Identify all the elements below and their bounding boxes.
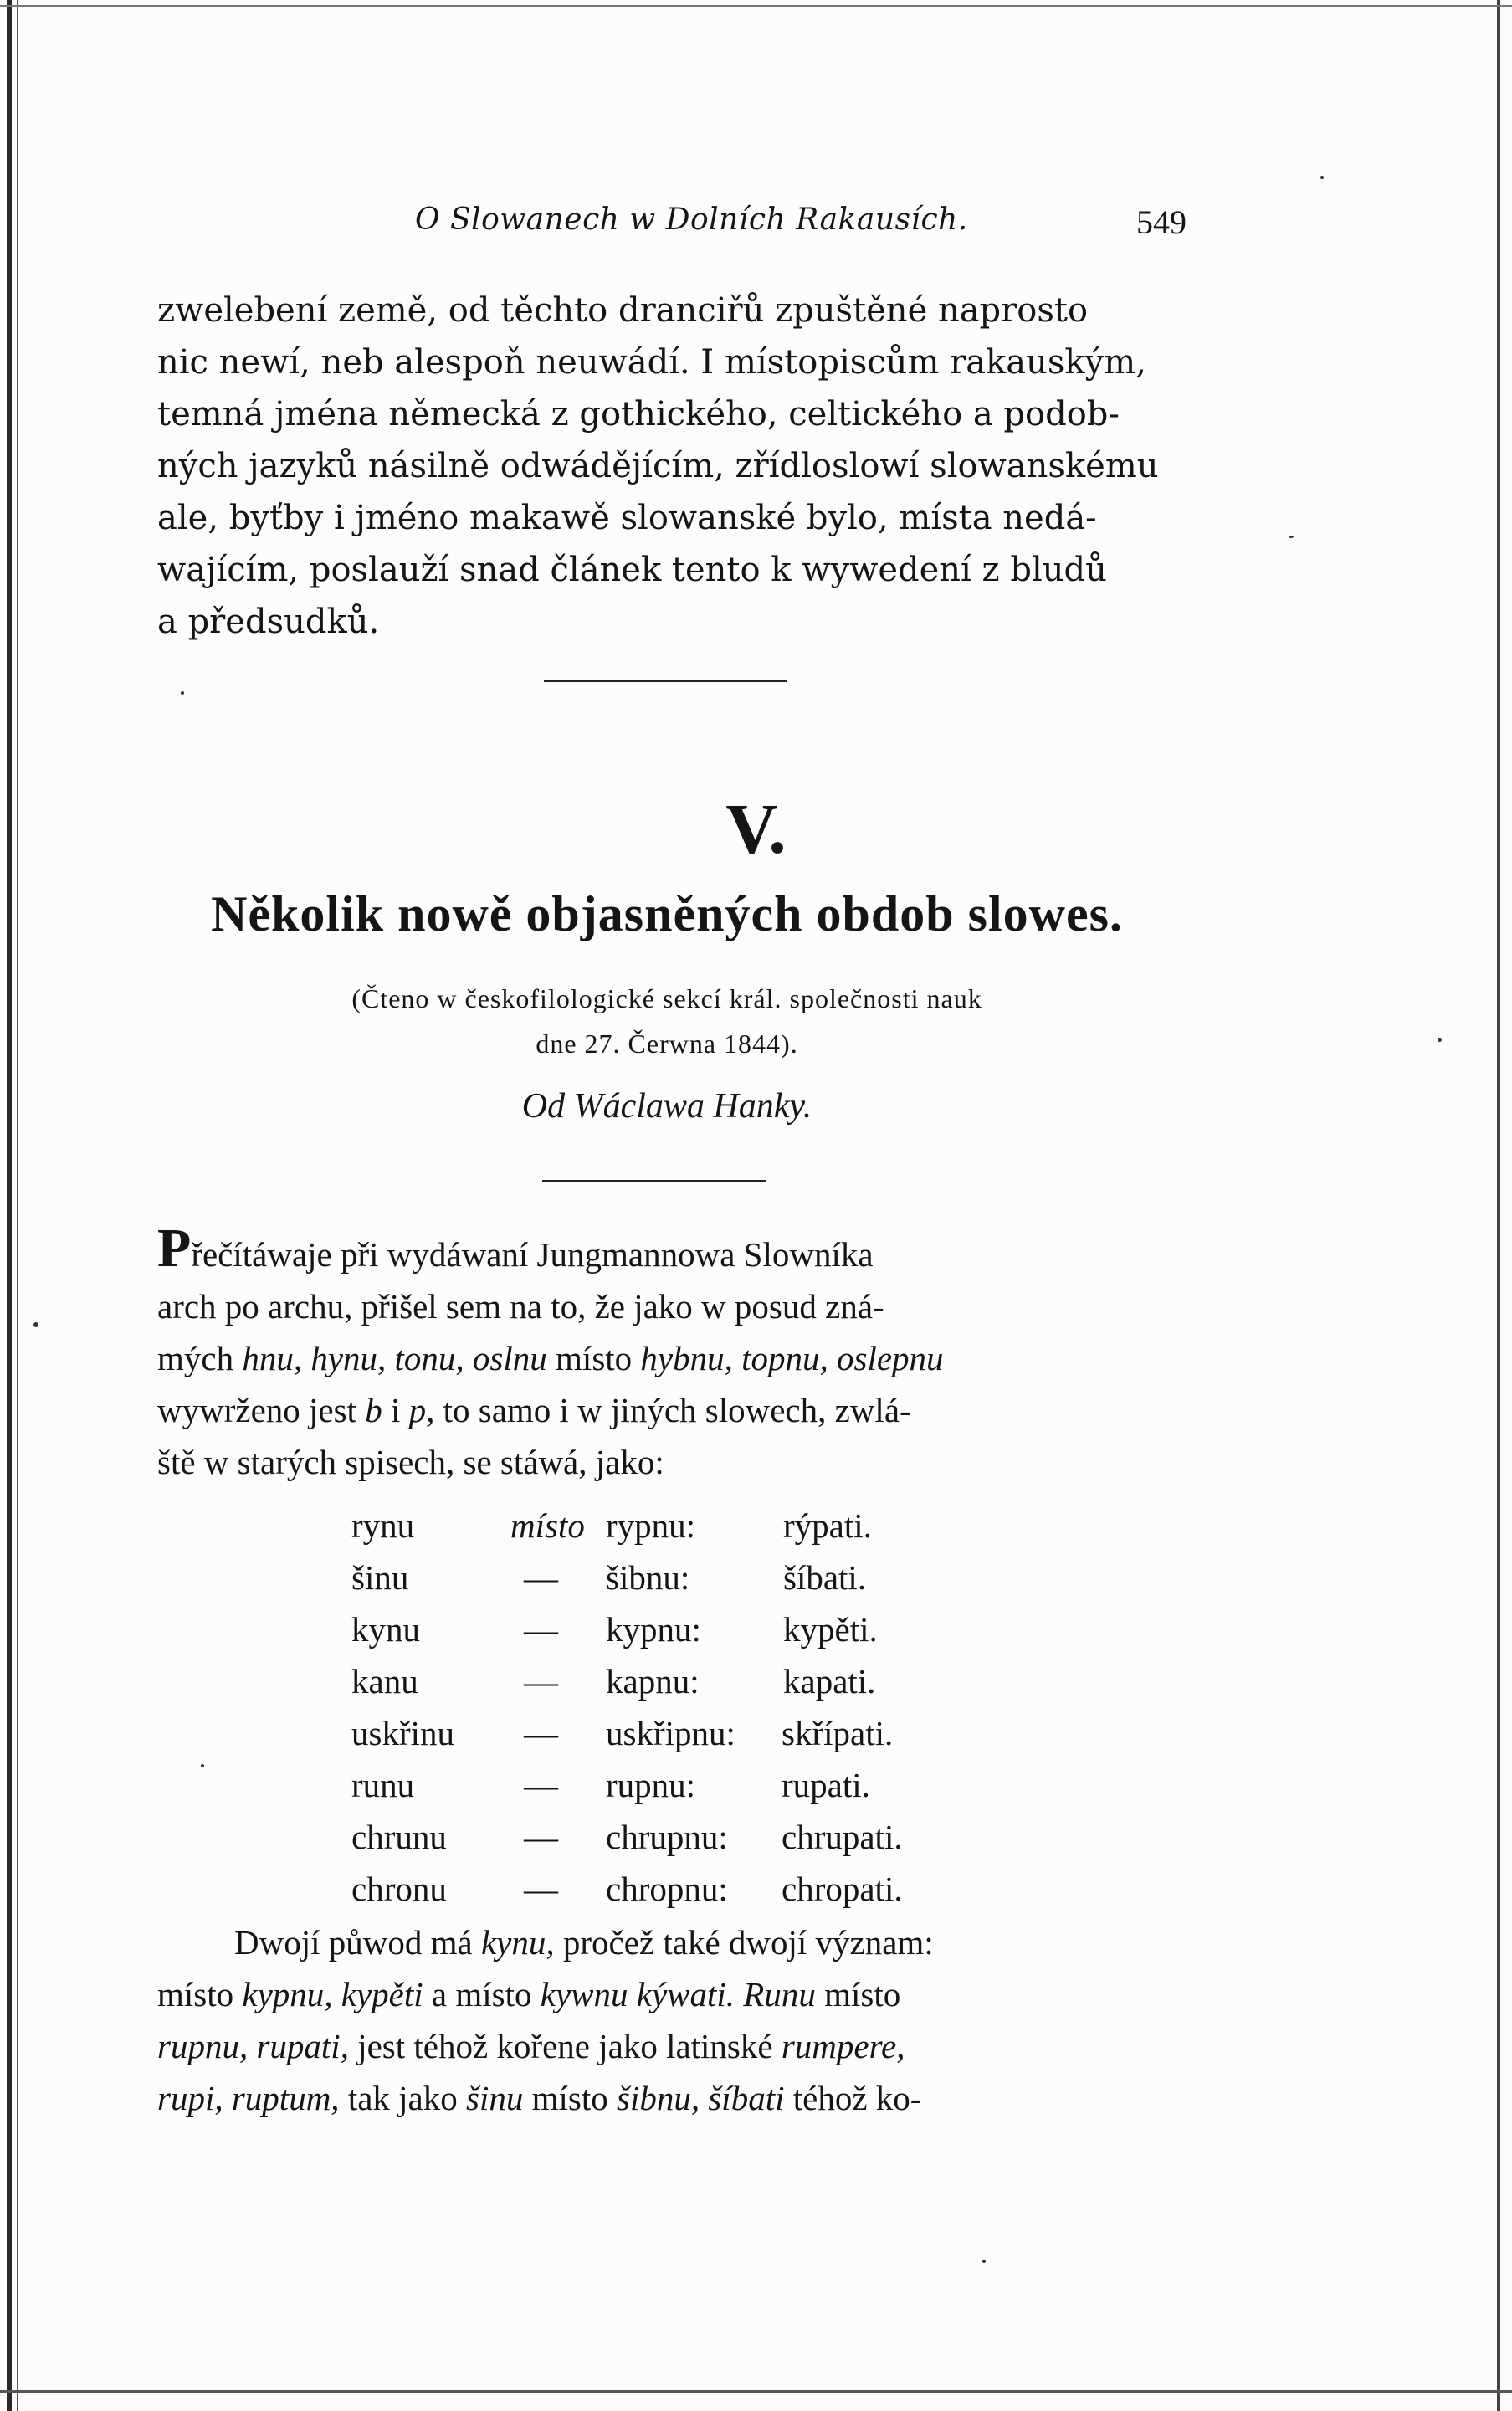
final-paragraph	[157, 1916, 1176, 2124]
italic-span: rupi, ruptum,	[157, 2079, 340, 2117]
drop-cap: P	[157, 1218, 192, 1279]
print-speck	[1438, 1038, 1442, 1042]
text-span: to samo i w jiných slowech, zwlá-	[434, 1391, 911, 1429]
word-cell: chrunu	[351, 1818, 447, 1856]
text-line: ště w starých spisech, se stáwá, jako:	[157, 1443, 664, 1481]
text-span: řečítáwaje při wydáwaní Jungmannowa Slowníka	[191, 1235, 874, 1274]
text-line	[157, 2020, 1176, 2072]
text-line: arch po archu, přišel sem na to, že jako w posud zná-	[157, 1287, 884, 1326]
text-line: ných jazyků násilně odwádějícím, zřídloslowí slowanskému	[157, 447, 1159, 485]
text-span: téhož ko-	[784, 2079, 922, 2117]
text-span: jest téhož kořene jako latinské	[348, 2027, 782, 2065]
word-cell: —	[524, 1818, 558, 1856]
text-line	[157, 1916, 1176, 1968]
text-span: tak jako	[339, 2079, 466, 2117]
italic-span: rumpere,	[781, 2027, 905, 2065]
print-speck	[201, 1764, 204, 1767]
print-speck	[1320, 176, 1324, 179]
subtitle-line: dne 27. Čerwna 1844).	[536, 1029, 798, 1059]
word-cell: —	[524, 1610, 558, 1649]
page-header	[157, 203, 1187, 244]
text-span	[735, 1975, 743, 2013]
word-cell: —	[524, 1714, 558, 1752]
body-paragraph	[157, 1218, 1176, 1488]
text-line	[157, 1384, 1176, 1436]
word-cell: —	[524, 1766, 558, 1804]
italic-span: rupnu, rupati,	[157, 2027, 349, 2065]
text-line	[157, 2072, 1176, 2124]
word-cell: šibnu:	[606, 1558, 690, 1597]
intro-paragraph	[157, 285, 1176, 648]
italic-span: šinu	[466, 2079, 524, 2117]
italic-span: kypnu, kypěti	[242, 1975, 423, 2013]
text-span: a místo	[423, 1975, 541, 2013]
author-divider	[542, 1180, 766, 1182]
text-line: zwelebení země, od těchto dranciřů zpuštěné naprosto	[157, 291, 1089, 330]
text-span: pročež také dwojí význam:	[554, 1923, 934, 1962]
word-cell: rýpati.	[783, 1506, 872, 1545]
page-number: 549	[1136, 203, 1187, 241]
article-subtitle	[157, 976, 1176, 1066]
word-cell: rypnu:	[606, 1506, 696, 1545]
text-span: i	[382, 1391, 409, 1429]
word-cell: uskřinu	[351, 1714, 454, 1752]
article-title: Několik nowě objasněných obdob slowes.	[211, 886, 1123, 941]
italic-span: p,	[408, 1391, 435, 1429]
word-cell: —	[524, 1870, 558, 1908]
word-cell: chropati.	[782, 1870, 903, 1908]
text-line: ale, byťby i jméno makawě slowanské bylo, místa nedá-	[157, 499, 1097, 537]
italic-span: Runu	[743, 1975, 816, 2013]
word-cell: chropnu:	[606, 1870, 728, 1908]
text-span: místo	[523, 2079, 617, 2117]
print-speck	[1289, 536, 1294, 538]
word-cell: kypnu:	[606, 1610, 701, 1649]
word-cell: —	[524, 1558, 558, 1597]
text-span: místo	[157, 1975, 243, 2013]
subtitle-line: (Čteno w českofilologické sekcí král. společnosti nauk	[351, 983, 982, 1013]
italic-span: šibnu, šíbati	[617, 2079, 785, 2117]
word-cell: kypěti.	[783, 1610, 878, 1649]
running-head: O Slowanech w Dolních Rakausích.	[415, 203, 968, 237]
text-span: wywrženo jest	[157, 1391, 366, 1429]
binding-edge-inner	[17, 0, 18, 2411]
page-bottom-edge	[0, 2390, 1512, 2393]
binding-edge	[7, 0, 12, 2411]
page-top-edge	[0, 5, 1512, 7]
italic-span: kywnu kýwati.	[540, 1975, 735, 2013]
author-line: Od Wáclawa Hanky.	[521, 1087, 812, 1126]
text-line	[157, 1968, 1176, 2020]
print-speck	[181, 691, 184, 695]
text-line	[157, 1332, 1176, 1384]
word-cell: šíbati.	[783, 1558, 867, 1597]
word-cell: rupnu:	[606, 1766, 696, 1804]
section-divider	[544, 680, 787, 682]
text-line: nic newí, neb alespoň neuwádí. I místopiscům rakauským,	[157, 343, 1146, 382]
word-cell: chrupati.	[782, 1818, 903, 1856]
italic-span: hybnu, topnu, oslepnu	[640, 1339, 944, 1377]
italic-span: hnu, hynu, tonu, oslnu	[242, 1339, 547, 1377]
text-span: místo	[815, 1975, 901, 2013]
word-cell: uskřipnu:	[606, 1714, 735, 1752]
section-number: V.	[725, 788, 787, 869]
word-cell: kynu	[351, 1610, 420, 1649]
word-cell: runu	[351, 1766, 415, 1804]
word-cell: kapati.	[783, 1662, 876, 1701]
word-cell: kanu	[351, 1662, 418, 1701]
italic-span: kynu,	[480, 1923, 555, 1962]
word-cell: skřípati.	[782, 1714, 894, 1752]
print-speck	[33, 1322, 38, 1327]
word-cell: šinu	[351, 1558, 409, 1597]
word-cell: rupati.	[782, 1766, 870, 1804]
text-span: místo	[546, 1339, 641, 1377]
text-line	[157, 1218, 1176, 1280]
text-line: temná jména německá z gothického, celtického a podob-	[157, 395, 1120, 433]
italic-span: b	[365, 1391, 382, 1429]
text-line: wajícím, poslauží snad článek tento k wywedení z bludů	[157, 551, 1107, 589]
text-line: a předsudků.	[157, 603, 380, 641]
print-speck	[982, 2260, 986, 2263]
text-span: mých	[157, 1339, 243, 1377]
word-cell: chrupnu:	[606, 1818, 728, 1856]
word-cell: místo	[510, 1506, 585, 1545]
word-cell: chronu	[351, 1870, 447, 1908]
page-right-edge	[1497, 0, 1500, 2411]
text-span: Dwojí půwod má	[234, 1923, 481, 1962]
word-cell: —	[524, 1662, 558, 1701]
word-cell: rynu	[351, 1506, 415, 1545]
word-cell: kapnu:	[606, 1662, 700, 1701]
